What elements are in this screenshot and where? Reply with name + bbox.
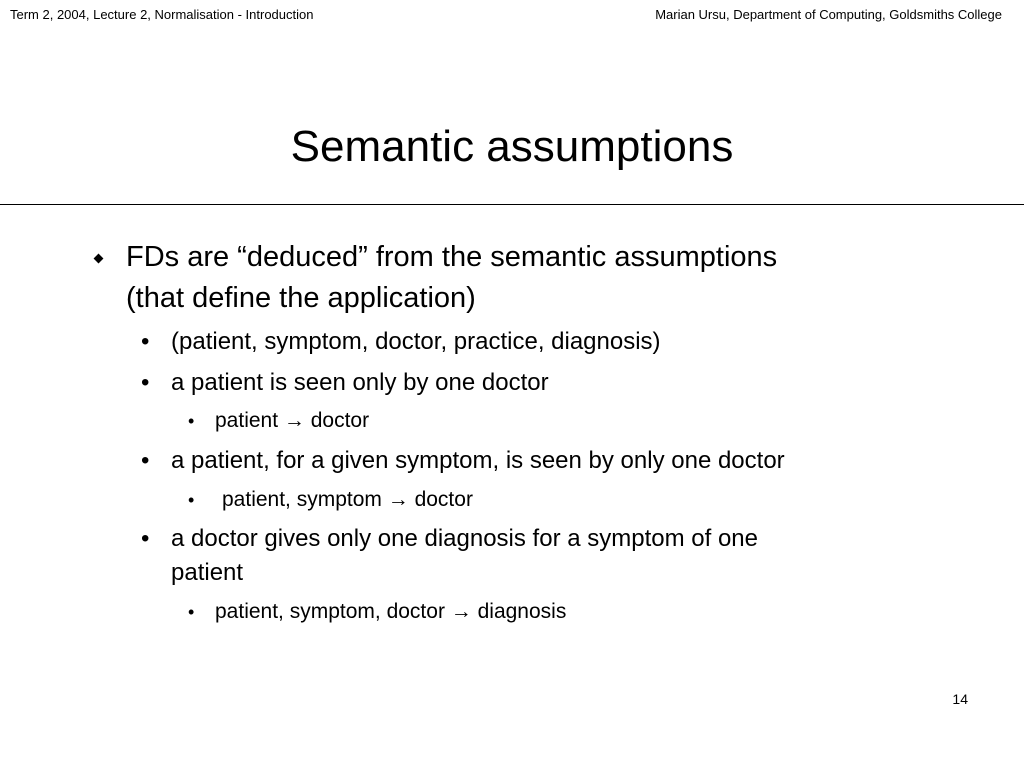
- bullet-dot-icon: •: [188, 411, 195, 431]
- sub-bullet-one-doctor: a patient is seen only by one doctor: [171, 369, 549, 396]
- diamond-bullet-icon: [94, 254, 104, 264]
- bullet-fds-line2: (that define the application): [126, 282, 476, 314]
- bullet-dot-icon: •: [141, 328, 150, 355]
- sub-bullet-diagnosis-line1: a doctor gives only one diagnosis for a symptom of one: [171, 525, 758, 552]
- header-right: Marian Ursu, Department of Computing, Goldsmiths College: [655, 7, 1002, 22]
- fd-patient-symptom-doctor: patient, symptom → doctor: [222, 488, 473, 511]
- page-number: 14: [952, 691, 968, 707]
- bullet-dot-icon: •: [188, 602, 195, 622]
- sub-bullet-schema: (patient, symptom, doctor, practice, diagnosis): [171, 328, 661, 355]
- bullet-dot-icon: •: [188, 490, 195, 510]
- bullet-fds-line1: FDs are “deduced” from the semantic assumptions: [126, 241, 778, 273]
- sub-bullet-diagnosis-line2: patient: [171, 559, 244, 586]
- fd-patient-doctor: patient → doctor: [215, 409, 370, 432]
- bullet-dot-icon: •: [141, 447, 150, 474]
- sub-bullet-symptom-doctor: a patient, for a given symptom, is seen by only one doctor: [171, 447, 785, 474]
- bullet-dot-icon: •: [141, 369, 150, 396]
- slide-title: Semantic assumptions: [290, 122, 734, 171]
- fd-diagnosis: patient, symptom, doctor → diagnosis: [215, 600, 567, 623]
- bullet-dot-icon: •: [141, 525, 150, 552]
- header-left: Term 2, 2004, Lecture 2, Normalisation - Introduction: [10, 7, 314, 22]
